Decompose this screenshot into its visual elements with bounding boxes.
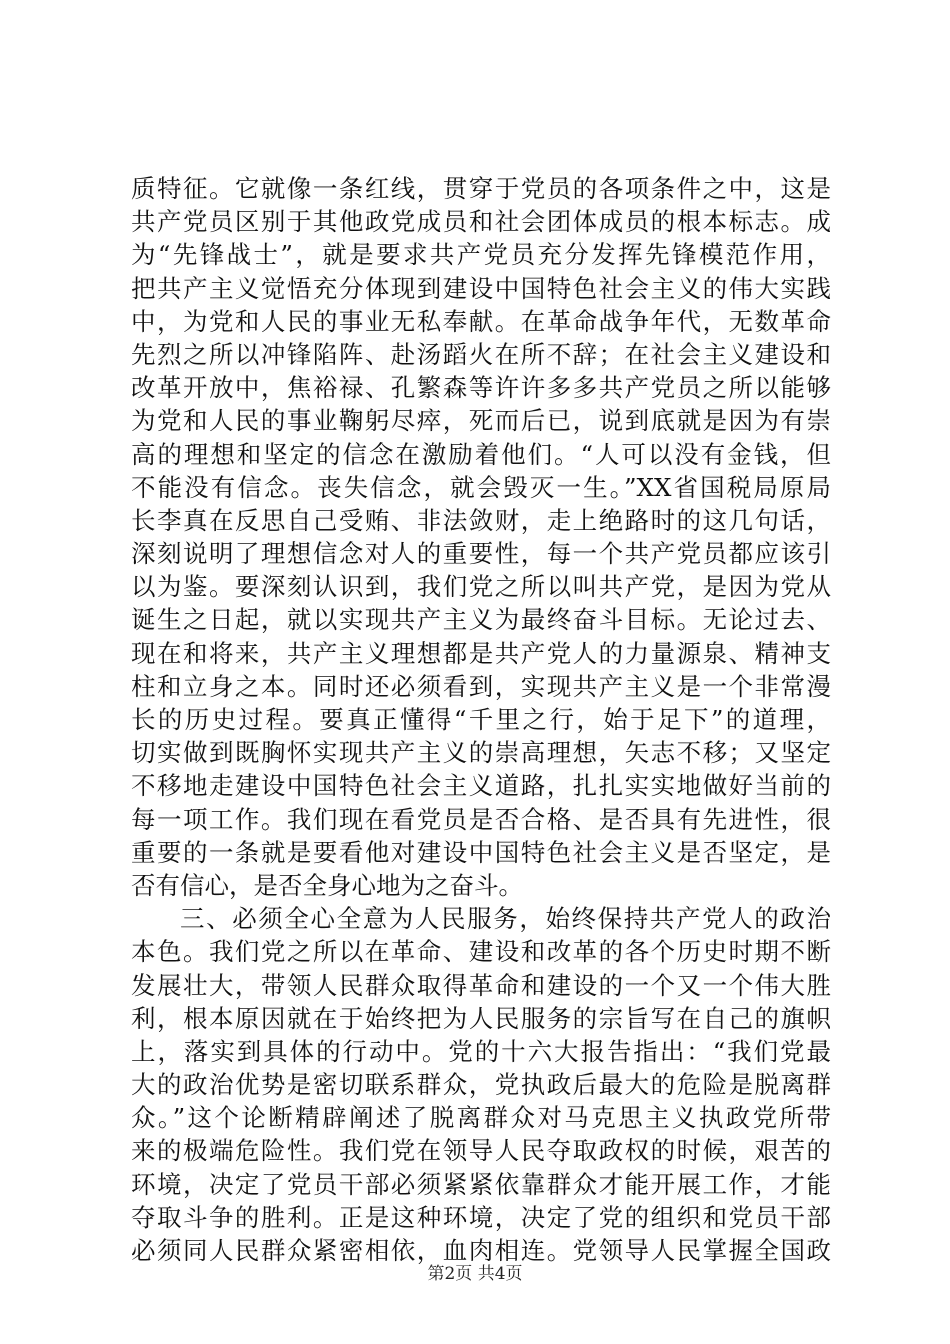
- text-line: 长李真在反思自己受贿、非法敛财，走上绝路时的这几句话，: [131, 505, 831, 535]
- text-line: 先烈之所以冲锋陷阵、赴汤蹈火在所不辞；在社会主义建设和: [131, 339, 831, 369]
- text-line: 高的理想和坚定的信念在激励着他们。“人可以没有金钱，但: [131, 439, 831, 469]
- text-line: 重要的一条就是要看他对建设中国特色社会主义是否坚定，是: [131, 837, 831, 867]
- text-line: 切实做到既胸怀实现共产主义的崇高理想，矢志不移；又坚定: [131, 738, 831, 768]
- text-line: 为“先锋战士”，就是要求共产党员充分发挥先锋模范作用，: [131, 240, 831, 270]
- page-number: 第2页 共4页: [427, 1264, 523, 1284]
- text-line: 长的历史过程。要真正懂得“千里之行，始于足下”的道理，: [131, 705, 831, 734]
- text-line: 质特征。它就像一条红线，贯穿于党员的各项条件之中，这是: [131, 174, 831, 203]
- text-line: 现在和将来，共产主义理想都是共产党人的力量源泉、精神支: [131, 638, 831, 668]
- text-line: 不移地走建设中国特色社会主义道路，扎扎实实地做好当前的: [131, 771, 831, 801]
- text-line: 环境，决定了党员干部必须紧紧依靠群众才能开展工作，才能: [131, 1169, 831, 1199]
- text-line: 诞生之日起，就以实现共产主义为最终奋斗目标。无论过去、: [131, 605, 831, 635]
- text-line: 本色。我们党之所以在革命、建设和改革的各个历史时期不断: [131, 937, 831, 967]
- document-body: [131, 172, 831, 1267]
- page-footer: [0, 1263, 950, 1285]
- text-line: 利，根本原因就在于始终把为人民服务的宗旨写在自己的旗帜: [131, 1003, 831, 1033]
- text-line: 上，落实到具体的行动中。党的十六大报告指出：“我们党最: [131, 1036, 831, 1066]
- text-line: 发展壮大，带领人民群众取得革命和建设的一个又一个伟大胜: [131, 970, 831, 1000]
- text-line: 中，为党和人民的事业无私奉献。在革命战争年代，无数革命: [131, 306, 831, 336]
- text-line: 大的政治优势是密切联系群众，党执政后最大的危险是脱离群: [131, 1070, 831, 1100]
- text-line: 把共产主义觉悟充分体现到建设中国特色社会主义的伟大实践: [131, 273, 831, 303]
- text-line: 以为鉴。要深刻认识到，我们党之所以叫共产党，是因为党从: [131, 572, 831, 602]
- text-line: 必须同人民群众紧密相依，血肉相连。党领导人民掌握全国政: [131, 1236, 831, 1265]
- paragraph-last-line: 否有信心，是否全身心地为之奋斗。: [131, 870, 523, 900]
- text-line: 众。”这个论断精辟阐述了脱离群众对马克思主义执政党所带: [131, 1103, 831, 1133]
- text-line: 夺取斗争的胜利。正是这种环境，决定了党的组织和党员干部: [131, 1202, 831, 1232]
- text-line: 改革开放中，焦裕禄、孔繁森等许许多多共产党员之所以能够: [131, 373, 831, 403]
- text-line: 不能没有信念。丧失信念，就会毁灭一生。”XX省国税局原局: [131, 472, 831, 502]
- text-line: 来的极端危险性。我们党在领导人民夺取政权的时候，艰苦的: [131, 1136, 831, 1166]
- text-line: 每一项工作。我们现在看党员是否合格、是否具有先进性，很: [131, 804, 831, 834]
- paragraph-first-line: 三、必须全心全意为人民服务，始终保持共产党人的政治: [180, 904, 831, 934]
- text-line: 为党和人民的事业鞠躬尽瘁，死而后已，说到底就是因为有崇: [131, 406, 831, 436]
- text-line: 深刻说明了理想信念对人的重要性，每一个共产党员都应该引: [131, 539, 831, 569]
- text-line: 共产党员区别于其他政党成员和社会团体成员的根本标志。成: [131, 207, 831, 237]
- text-line: 柱和立身之本。同时还必须看到，实现共产主义是一个非常漫: [131, 671, 831, 701]
